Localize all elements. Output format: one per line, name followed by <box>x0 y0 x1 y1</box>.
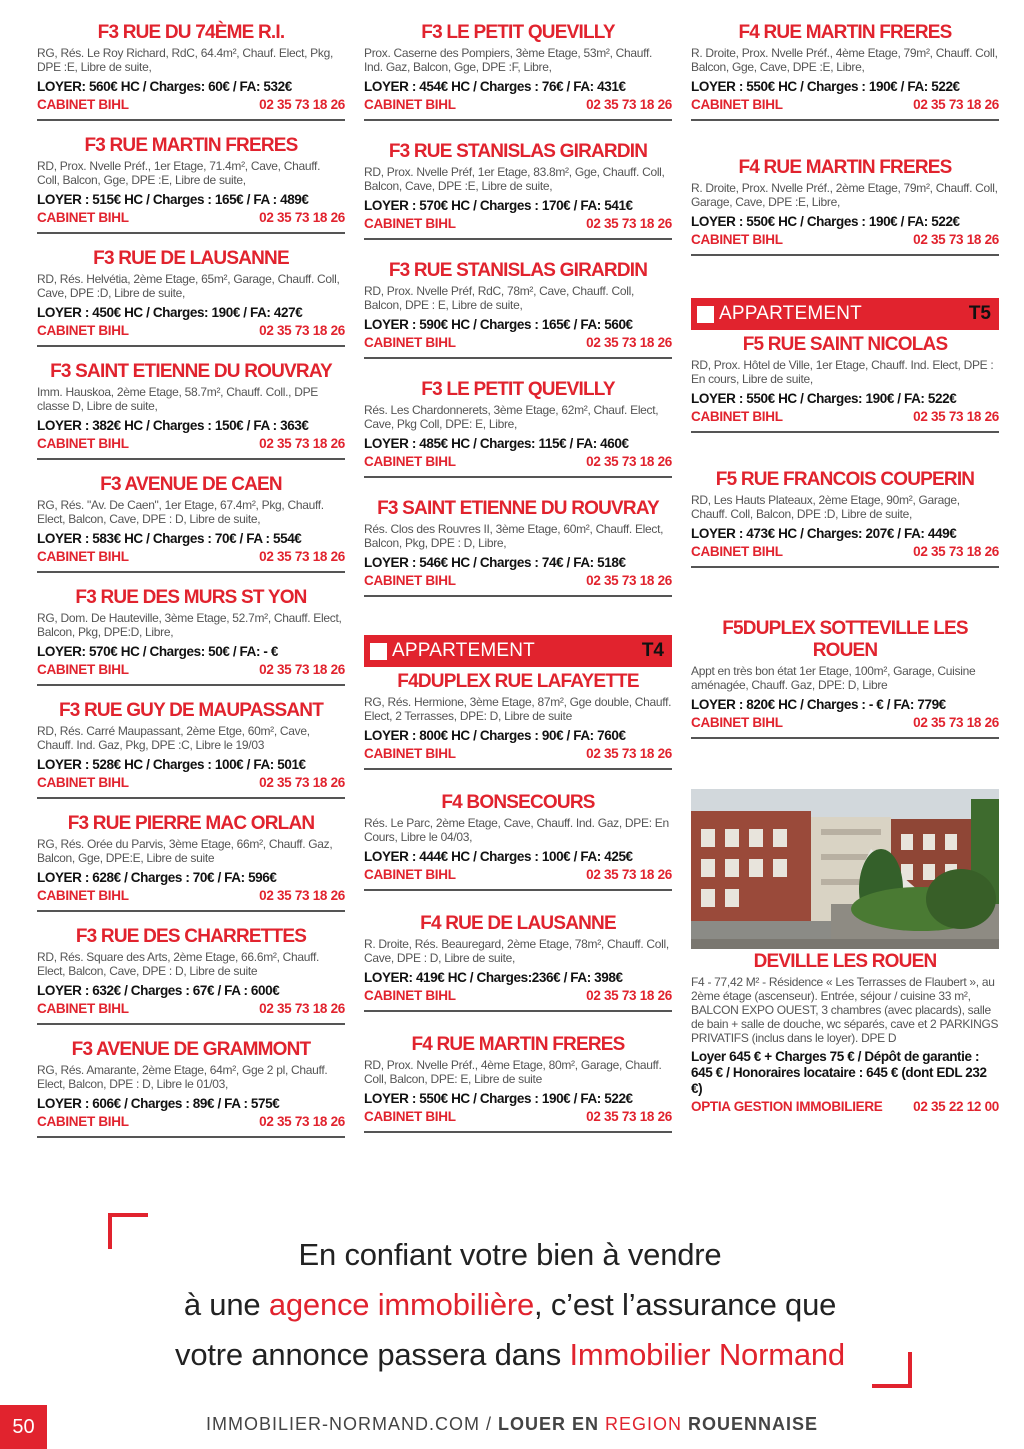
listing-price: LOYER : 528€ HC / Charges : 100€ / FA: 501€ <box>37 757 306 772</box>
agency-phone[interactable]: 02 35 73 18 26 <box>913 409 999 424</box>
listing-title: F3 AVENUE DE GRAMMONT <box>71 1039 311 1060</box>
listing-price: LOYER : 550€ HC / Charges : 190€ / FA: 522€ <box>364 1091 633 1106</box>
agency-phone[interactable]: 02 35 73 18 26 <box>913 544 999 559</box>
agency-name: CABINET BIHL <box>37 549 129 564</box>
agency-name: CABINET BIHL <box>691 97 783 112</box>
tagline-text: à une <box>183 1287 269 1322</box>
agency-phone[interactable]: 02 35 73 18 26 <box>586 454 672 469</box>
footer-sep: / <box>479 1414 498 1434</box>
listing-agency <box>364 746 672 762</box>
listing-price: LOYER : 546€ HC / Charges : 74€ / FA: 518€ <box>364 555 626 570</box>
footer-region: REGION <box>605 1414 689 1434</box>
listing <box>691 469 999 568</box>
listing-agency <box>364 97 672 113</box>
tagline-line-2 <box>110 1280 910 1330</box>
listing-agency <box>37 210 345 226</box>
listing-title: F4DUPLEX RUE LAFAYETTE <box>397 671 639 692</box>
listing-title: F3 RUE MARTIN FRERES <box>84 135 298 156</box>
listing-title: F5 RUE FRANCOIS COUPERIN <box>715 469 975 490</box>
section-type: T5 <box>968 303 991 324</box>
listing-agency <box>37 436 345 452</box>
agency-phone[interactable]: 02 35 73 18 26 <box>586 867 672 882</box>
listing-description: RD, Prox. Hôtel de Ville, 1er Etage, Chauff. Ind. Elect, DPE : En cours, Libre de suite, <box>691 358 994 386</box>
agency-phone[interactable]: 02 35 73 18 26 <box>586 335 672 350</box>
listing-price: LOYER : 590€ HC / Charges : 165€ / FA: 560€ <box>364 317 633 332</box>
agency-name: CABINET BIHL <box>364 335 456 350</box>
agency-name: CABINET BIHL <box>691 715 783 730</box>
listing-agency <box>364 1109 672 1125</box>
listing-description: Rés. Le Parc, 2ème Etage, Cave, Chauff. Ind. Gaz, DPE: En Cours, Libre le 04/03, <box>364 816 669 844</box>
listing-price: LOYER: 419€ HC / Charges:236€ / FA: 398€ <box>364 970 623 985</box>
agency-name: CABINET BIHL <box>691 409 783 424</box>
listing-title: F3 RUE DES MURS ST YON <box>75 587 307 608</box>
agency-phone[interactable]: 02 35 73 18 26 <box>259 323 345 338</box>
agency-phone[interactable]: 02 35 73 18 26 <box>913 97 999 112</box>
column-1 <box>37 22 345 1138</box>
listing <box>37 813 345 912</box>
agency-phone[interactable]: 02 35 73 18 26 <box>586 746 672 761</box>
listing-description: RG, Rés. Hermione, 3ème Etage, 87m², Gge double, Chauff. Elect, 2 Terrasses, DPE: D, Libre de suite <box>364 695 672 723</box>
listing-agency <box>37 888 345 904</box>
listing-price: LOYER : 450€ HC / Charges: 190€ / FA: 427€ <box>37 305 303 320</box>
listing-title: F3 SAINT ETIENNE DU ROUVRAY <box>50 361 332 382</box>
tagline-highlight: Immobilier Normand <box>569 1337 845 1372</box>
section-type: T4 <box>641 640 664 661</box>
listing-description: RG, Dom. De Hauteville, 3ème Etage, 52.7m², Chauff. Elect, Balcon, Pkg, DPE:D, Libre, <box>37 611 342 639</box>
listing-agency <box>691 97 999 113</box>
listing-description: Appt en très bon état 1er Etage, 100m², Garage, Cuisine aménagée, Chauff. Gaz, DPE: D, Libre <box>691 664 976 692</box>
agency-name: CABINET BIHL <box>364 216 456 231</box>
section-label-group <box>370 640 535 662</box>
listing-title: F3 AVENUE DE CAEN <box>100 474 282 495</box>
listing <box>37 361 345 460</box>
listing-title: F3 RUE PIERRE MAC ORLAN <box>67 813 315 834</box>
listing <box>37 700 345 799</box>
listing-agency <box>691 544 999 560</box>
listing-price: LOYER : 570€ HC / Charges : 170€ / FA: 541€ <box>364 198 633 213</box>
agency-name: CABINET BIHL <box>691 232 783 247</box>
agency-phone[interactable]: 02 35 73 18 26 <box>259 775 345 790</box>
listing-price: LOYER : 820€ HC / Charges : - € / FA: 779€ <box>691 697 946 712</box>
agency-phone[interactable]: 02 35 73 18 26 <box>586 573 672 588</box>
listing <box>37 474 345 573</box>
listing-description: RG, Rés. Amarante, 2ème Etage, 64m², Gge 2 pl, Chauff. Elect, Balcon, DPE : D, Libre le 01/03, <box>37 1063 328 1091</box>
listing-agency <box>37 662 345 678</box>
listing <box>364 379 672 478</box>
agency-name: CABINET BIHL <box>37 97 129 112</box>
listing-price: LOYER : 632€ / Charges : 67€ / FA : 600€ <box>37 983 280 998</box>
listing <box>37 135 345 234</box>
featured-title: DEVILLE LES ROUEN <box>753 951 937 972</box>
listing <box>691 334 999 433</box>
listing-agency <box>691 409 999 425</box>
tagline-highlight: agence immobilière <box>268 1287 535 1322</box>
tagline-text: votre annonce passera dans <box>175 1337 570 1372</box>
agency-phone[interactable]: 02 35 73 18 26 <box>259 1114 345 1129</box>
listing-agency <box>37 97 345 113</box>
listing-description: R. Droite, Rés. Beauregard, 2ème Etage, 78m², Chauff. Coll, Cave, DPE : D, Libre de suite, <box>364 937 669 965</box>
listing-agency <box>37 775 345 791</box>
square-icon <box>370 643 387 660</box>
listing-agency <box>37 323 345 339</box>
listing-price: LOYER : 515€ HC / Charges : 165€ / FA : 489€ <box>37 192 309 207</box>
column-3 <box>691 22 999 1121</box>
agency-name: CABINET BIHL <box>37 662 129 677</box>
agency-name: CABINET BIHL <box>37 775 129 790</box>
listing-title: F3 RUE STANISLAS GIRARDIN <box>388 141 648 162</box>
listing-title: F3 LE PETIT QUEVILLY <box>421 379 615 400</box>
listing-price: LOYER : 800€ HC / Charges : 90€ / FA: 760€ <box>364 728 626 743</box>
listing-description: RG, Rés. "Av. De Caen", 1er Etage, 67.4m², Pkg, Chauff. Elect, Balcon, Cave, DPE : D, Libre de suite, <box>37 498 324 526</box>
listing-description: RG, Rés. Orée du Parvis, 3ème Etage, 66m², Chauff. Gaz, Balcon, Gge, DPE:E, Libre de suite <box>37 837 333 865</box>
footer <box>0 1414 1024 1435</box>
listing <box>37 587 345 686</box>
featured-description: F4 - 77,42 M² - Résidence « Les Terrasses de Flaubert », au 2ème étage (ascenseur). Entrée, séjour / cuisine 33 m², BALCON EXPO OUEST, 3 chambres (avec placards), salle de bain + salle de douche, wc séparés, cave et 2 PARKINGS PRIVATIFS (inclus dans le loyer). DPE D <box>691 975 999 1045</box>
listing-price: LOYER : 550€ HC / Charges : 190€ / FA: 522€ <box>691 214 960 229</box>
agency-phone[interactable]: 02 35 73 18 26 <box>586 988 672 1003</box>
listing-description: Rés. Les Chardonnerets, 3ème Etage, 62m², Chauf. Elect, Cave, Pkg Coll, DPE: E, Libre, <box>364 403 659 431</box>
featured-listing <box>691 951 999 1121</box>
listing <box>364 260 672 359</box>
listing-title: F4 RUE MARTIN FRERES <box>411 1034 625 1055</box>
agency-phone[interactable]: 02 35 73 18 26 <box>259 97 345 112</box>
listing-title: F3 RUE DES CHARRETTES <box>75 926 307 947</box>
listing-description: RG, Rés. Le Roy Richard, RdC, 64.4m², Chauf. Elect, Pkg, DPE :E, Libre de suite, <box>37 46 333 74</box>
listing-price: LOYER : 628€ / Charges : 70€ / FA: 596€ <box>37 870 277 885</box>
listing-description: RD, Rés. Carré Maupassant, 2ème Etge, 60m², Cave, Chauff. Ind. Gaz, Pkg, DPE :C, Libre le 19/03 <box>37 724 310 752</box>
listing-title: F4 RUE MARTIN FRERES <box>738 157 952 178</box>
agency-phone[interactable]: 02 35 73 18 26 <box>259 888 345 903</box>
listing-price: LOYER : 485€ HC / Charges: 115€ / FA: 460€ <box>364 436 629 451</box>
listing-agency <box>691 232 999 248</box>
listing-description: RD, Prox. Nvelle Préf., 1er Etage, 71.4m², Cave, Chauff. Coll, Balcon, Gge, DPE :E, Libre de suite, <box>37 159 321 187</box>
listing-description: Rés. Clos des Rouvres II, 3ème Etage, 60m², Chauff. Elect, Balcon, Pkg, DPE : D, Libre, <box>364 522 664 550</box>
agency-name: CABINET BIHL <box>364 988 456 1003</box>
section-label: APPARTEMENT <box>719 303 862 324</box>
page-number: 50 <box>0 1405 47 1449</box>
footer-city: ROUENNAISE <box>688 1414 819 1434</box>
listing-title: F5 RUE SAINT NICOLAS <box>742 334 948 355</box>
square-icon <box>697 306 714 323</box>
listing-agency <box>364 573 672 589</box>
listing <box>364 792 672 891</box>
listing <box>37 22 345 121</box>
listing-title: F3 RUE GUY DE MAUPASSANT <box>58 700 324 721</box>
listing-title: F4 BONSECOURS <box>441 792 595 813</box>
listing-agency <box>37 549 345 565</box>
bracket-bottom-right <box>872 1352 912 1388</box>
section-label: APPARTEMENT <box>392 640 535 661</box>
listing-price: LOYER : 473€ HC / Charges: 207€ / FA: 449€ <box>691 526 957 541</box>
section-label-group <box>697 303 862 325</box>
listing-agency <box>691 715 999 731</box>
listing <box>37 926 345 1025</box>
listing-agency <box>364 454 672 470</box>
listing-description: RD, Les Hauts Plateaux, 2ème Etage, 90m², Garage, Chauff. Coll, Balcon, DPE :D, Libre de suite, <box>691 493 960 521</box>
listing-price: LOYER : 550€ HC / Charges: 190€ / FA: 522€ <box>691 391 957 406</box>
tagline-text: , c’est l’assurance que <box>534 1287 837 1322</box>
listing-title: F3 RUE DU 74ÈME R.I. <box>97 22 285 43</box>
agency-name: CABINET BIHL <box>364 454 456 469</box>
listing-agency <box>364 988 672 1004</box>
agency-name: CABINET BIHL <box>37 436 129 451</box>
listing-description: R. Droite, Prox. Nvelle Préf., 4ème Etage, 79m², Chauff. Coll, Balcon, Gge, Cave, DPE :E, Libre, <box>691 46 998 74</box>
listing-price: LOYER: 560€ HC / Charges: 60€ / FA: 532€ <box>37 79 292 94</box>
listing <box>691 618 999 739</box>
listing-price: LOYER : 583€ HC / Charges : 70€ / FA : 554€ <box>37 531 302 546</box>
listing-description: RD, Prox. Nvelle Préf, 1er Etage, 83.8m², Gge, Chauff. Coll, Balcon, Cave, DPE :E, Libre de suite, <box>364 165 665 193</box>
agency-phone[interactable]: 02 35 73 18 26 <box>259 662 345 677</box>
listing-price: LOYER : 454€ HC / Charges : 76€ / FA: 431€ <box>364 79 626 94</box>
tagline-line-1: En confiant votre bien à vendre <box>298 1237 722 1272</box>
listing-agency <box>37 1114 345 1130</box>
agency-name: CABINET BIHL <box>364 97 456 112</box>
listing-title: F3 RUE DE LAUSANNE <box>93 248 289 269</box>
listing-title: F5DUPLEX SOTTEVILLE LES ROUEN <box>722 618 968 661</box>
agency-name: CABINET BIHL <box>37 1001 129 1016</box>
listing-title: F4 RUE DE LAUSANNE <box>420 913 616 934</box>
listing <box>37 248 345 347</box>
listing-description: RD, Rés. Helvétia, 2ème Etage, 65m², Garage, Chauff. Coll, Cave, DPE :D, Libre de suite, <box>37 272 340 300</box>
agency-phone[interactable]: 02 35 73 18 26 <box>259 436 345 451</box>
agency-name: CABINET BIHL <box>364 867 456 882</box>
listing-description: RD, Rés. Square des Arts, 2ème Etage, 66.6m², Chauff. Elect, Balcon, Cave, DPE : D, Libre de suite <box>37 950 320 978</box>
agency-name: CABINET BIHL <box>691 544 783 559</box>
featured-agency <box>691 1099 999 1115</box>
listing-description: R. Droite, Prox. Nvelle Préf., 2ème Etage, 79m², Chauff. Coll, Garage, Cave, DPE :E, Libre, <box>691 181 998 209</box>
listing <box>37 1039 345 1138</box>
listing <box>364 22 672 121</box>
agency-phone[interactable]: 02 35 73 18 26 <box>259 549 345 564</box>
listing-description: Imm. Hauskoa, 2ème Etage, 58.7m², Chauff. Coll., DPE classe D, Libre de suite, <box>37 385 318 413</box>
listing <box>691 22 999 121</box>
listing <box>364 498 672 597</box>
listing-price: LOYER : 382€ HC / Charges : 150€ / FA : 363€ <box>37 418 309 433</box>
listing-agency <box>364 867 672 883</box>
tagline-line-3 <box>110 1330 910 1380</box>
listing-price: LOYER : 550€ HC / Charges : 190€ / FA: 522€ <box>691 79 960 94</box>
listing-description: RD, Prox. Nvelle Préf, RdC, 78m², Cave, Chauff. Coll, Balcon, DPE : E, Libre de suite, <box>364 284 634 312</box>
listing <box>691 157 999 256</box>
agency-phone[interactable]: 02 35 73 18 26 <box>913 715 999 730</box>
agency-phone[interactable]: 02 35 73 18 26 <box>259 1001 345 1016</box>
section-header <box>364 635 672 667</box>
tagline <box>110 1230 910 1380</box>
listing-title: F4 RUE MARTIN FRERES <box>738 22 952 43</box>
listing-description: Prox. Caserne des Pompiers, 3ème Etage, 53m², Chauff. Ind. Gaz, Balcon, Gge, DPE :F, Libre, <box>364 46 653 74</box>
agency-phone[interactable]: 02 35 73 18 26 <box>586 1109 672 1124</box>
listing <box>364 141 672 240</box>
agency-name: CABINET BIHL <box>37 210 129 225</box>
listing-price: LOYER : 444€ HC / Charges : 100€ / FA: 425€ <box>364 849 633 864</box>
listing-agency <box>37 1001 345 1017</box>
listing-agency <box>364 216 672 232</box>
agency-name: CABINET BIHL <box>37 888 129 903</box>
listing-price: LOYER : 606€ / Charges : 89€ / FA : 575€ <box>37 1096 280 1111</box>
section-header <box>691 298 999 330</box>
listing <box>364 913 672 1012</box>
agency-name: CABINET BIHL <box>364 573 456 588</box>
listing-description: RD, Prox. Nvelle Préf., 4ème Etage, 80m², Garage, Chauff. Coll, Balcon, DPE: E, Libre de suite <box>364 1058 662 1086</box>
listing <box>364 671 672 770</box>
building-photo <box>691 789 999 949</box>
agency-name: OPTIA GESTION IMMOBILIERE <box>691 1099 883 1114</box>
agency-phone[interactable]: 02 35 73 18 26 <box>586 97 672 112</box>
agency-name: CABINET BIHL <box>364 1109 456 1124</box>
column-2 <box>364 22 672 1133</box>
agency-phone[interactable]: 02 35 73 18 26 <box>259 210 345 225</box>
agency-phone[interactable]: 02 35 73 18 26 <box>586 216 672 231</box>
listing-price: LOYER: 570€ HC / Charges: 50€ / FA: - € <box>37 644 278 659</box>
building-image <box>691 789 999 949</box>
agency-phone[interactable]: 02 35 22 12 00 <box>913 1099 999 1114</box>
listing-agency <box>364 335 672 351</box>
agency-name: CABINET BIHL <box>364 746 456 761</box>
listing-title: F3 SAINT ETIENNE DU ROUVRAY <box>377 498 659 519</box>
listing-title: F3 LE PETIT QUEVILLY <box>421 22 615 43</box>
listing-title: F3 RUE STANISLAS GIRARDIN <box>388 260 648 281</box>
footer-louer: LOUER EN <box>497 1414 605 1434</box>
agency-phone[interactable]: 02 35 73 18 26 <box>913 232 999 247</box>
footer-site[interactable]: IMMOBILIER-NORMAND.COM <box>205 1414 480 1434</box>
listing <box>364 1034 672 1133</box>
featured-price: Loyer 645 € + Charges 75 € / Dépôt de garantie : 645 € / Honoraires locataire : 645 € (dont EDL 232 €) <box>691 1049 987 1096</box>
agency-name: CABINET BIHL <box>37 323 129 338</box>
agency-name: CABINET BIHL <box>37 1114 129 1129</box>
